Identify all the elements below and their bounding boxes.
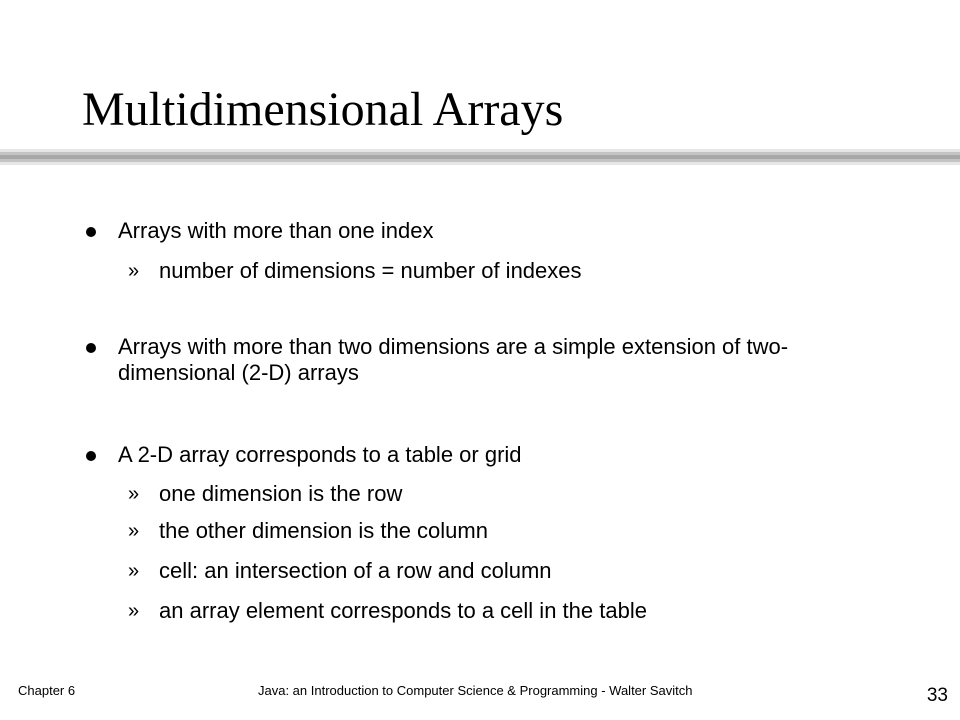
subitem-text: the other dimension is the column [159, 518, 488, 543]
bullet-text: Arrays with more than one index [118, 218, 434, 243]
subitem-text: number of dimensions = number of indexes [159, 258, 582, 283]
subitem-marker: » [128, 260, 140, 282]
page-number: 33 [926, 685, 948, 706]
subitem-text: one dimension is the row [159, 481, 403, 506]
bullet-dot [86, 343, 96, 353]
subitem-marker: » [128, 520, 140, 542]
subitem-marker: » [128, 600, 140, 622]
subitem-marker: » [128, 560, 140, 582]
bullet-text: Arrays with more than two dimensions are a simple extension of two-dimensional (2-D) arrays [118, 334, 789, 385]
bullet-text: A 2-D array corresponds to a table or grid [118, 442, 522, 467]
slide-title: Multidimensional Arrays [82, 83, 564, 136]
bullet-dot [86, 451, 96, 461]
footer-chapter: Chapter 6 [18, 683, 76, 698]
subitem-text: an array element corresponds to a cell in the table [159, 598, 647, 623]
subitem-text: cell: an intersection of a row and column [159, 558, 552, 583]
footer-course-title: Java: an Introduction to Computer Science & Programming - Walter Savitch [258, 683, 693, 698]
subitem-marker: » [128, 483, 140, 505]
bullet-dot [86, 227, 96, 237]
